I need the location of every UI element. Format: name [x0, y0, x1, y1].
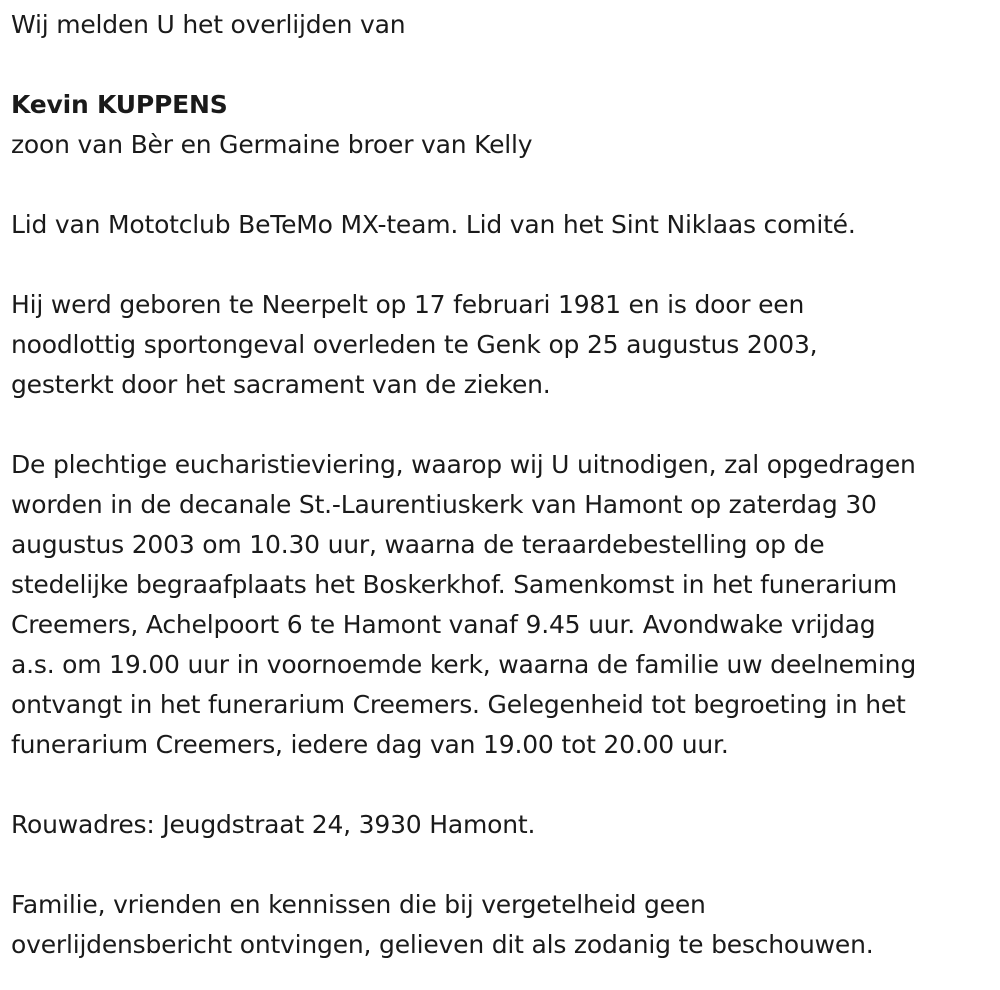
paragraph-line: ontvangt in het funerarium Creemers. Gelegenheid tot begroeting in het [11, 690, 906, 719]
paragraph-line: overlijdensbericht ontvingen, gelieven dit als zodanig te beschouwen. [11, 930, 874, 959]
paragraph-line: De plechtige eucharistieviering, waarop wij U uitnodigen, zal opgedragen [11, 450, 916, 479]
closing-paragraph [11, 885, 996, 965]
paragraph-line: Familie, vrienden en kennissen die bij vergetelheid geen [11, 890, 706, 919]
mourning-address: Rouwadres: Jeugdstraat 24, 3930 Hamont. [11, 810, 536, 839]
paragraph-line: Creemers, Achelpoort 6 te Hamont vanaf 9.45 uur. Avondwake vrijdag [11, 610, 876, 639]
paragraph-line: stedelijke begraafplaats het Boskerkhof. Samenkomst in het funerarium [11, 570, 898, 599]
memberships-text: Lid van Mototclub BeTeMo MX-team. Lid van het Sint Niklaas comité. [11, 210, 856, 239]
family-relations: zoon van Bèr en Germaine broer van Kelly [11, 130, 533, 159]
deceased-name: Kevin KUPPENS [11, 90, 228, 119]
birth-death-paragraph [11, 285, 996, 405]
paragraph-line: worden in de decanale St.-Laurentiuskerk van Hamont op zaterdag 30 [11, 490, 877, 519]
paragraph-line: funerarium Creemers, iedere dag van 19.00 tot 20.00 uur. [11, 730, 729, 759]
paragraph-line: gesterkt door het sacrament van de zieken. [11, 370, 551, 399]
paragraph-line: Hij werd geboren te Neerpelt op 17 februari 1981 en is door een [11, 290, 805, 319]
intro-text: Wij melden U het overlijden van [11, 10, 406, 39]
ceremony-paragraph [11, 445, 996, 765]
paragraph-line: a.s. om 19.00 uur in voornoemde kerk, waarna de familie uw deelneming [11, 650, 916, 679]
paragraph-line: augustus 2003 om 10.30 uur, waarna de teraardebestelling op de [11, 530, 825, 559]
death-notice [11, 5, 996, 965]
paragraph-line: noodlottig sportongeval overleden te Genk op 25 augustus 2003, [11, 330, 818, 359]
